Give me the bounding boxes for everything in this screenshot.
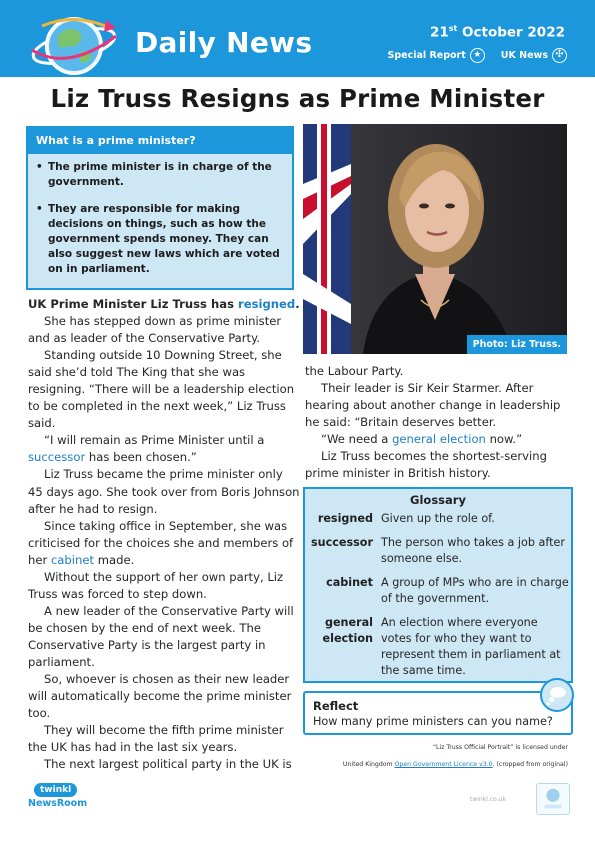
credit-text: United Kingdom (342, 761, 395, 768)
article-paragraph: Without the support of her own party, Liz Truss was forced to step down. (28, 569, 284, 601)
article-paragraph (28, 518, 300, 569)
info-bullet: • The prime minister is in charge of the government. (36, 160, 282, 190)
reflect-question: How many prime ministers can you name? (313, 715, 553, 728)
glossary-word-successor[interactable]: successor (28, 450, 86, 465)
credit-text: . (cropped from original) (492, 761, 568, 768)
globe-logo-icon (28, 6, 120, 82)
article-paragraph: Liz Truss became the prime minister only 45 days ago. She took over from Boris Johnson after he had to resign. (28, 467, 300, 516)
article-paragraph: The next largest political party in the UK is (44, 757, 292, 772)
glossary-definition: Given up the role of. (381, 512, 495, 525)
masthead-title: Daily News (135, 26, 313, 59)
glossary-title: Glossary (410, 493, 466, 507)
special-report-link[interactable]: Special Report (387, 50, 466, 61)
header-links (388, 48, 567, 63)
article-paragraph-continued: the Labour Party. (305, 364, 404, 378)
liz-truss-photo (303, 124, 567, 354)
glossary-item (305, 615, 571, 679)
glossary-definition: The person who takes a job after someone else. (381, 536, 565, 565)
info-box-list (28, 154, 292, 277)
paragraph-text: made. (94, 552, 135, 567)
paragraph-text: “We need a (321, 432, 393, 447)
paragraph-text: Since taking office in September, she was criticised for the choices she and members of her (28, 518, 294, 567)
glossary-term: cabinet (326, 576, 373, 589)
star-icon[interactable]: ★ (470, 48, 485, 63)
twinkl-newsroom-logo (26, 783, 86, 817)
article-column-right (305, 363, 569, 482)
paragraph-text: “I will remain as Prime Minister until a (44, 433, 265, 448)
footer-url[interactable]: twinkl.co.uk (470, 796, 506, 803)
glossary-box (303, 487, 573, 683)
article-paragraph (28, 432, 300, 466)
article-headline: Liz Truss Resigns as Prime Minister (50, 84, 545, 113)
issue-date (430, 24, 565, 41)
date-month-year: October 2022 (457, 24, 565, 41)
reflect-title: Reflect (313, 699, 359, 713)
glossary-term: general election (322, 616, 373, 645)
lead-paragraph (28, 296, 300, 313)
glossary-term: successor (311, 536, 373, 549)
glossary-word-general-election[interactable]: general election (392, 432, 486, 447)
info-box-title: What is a prime minister? (28, 128, 292, 154)
lead-text: UK Prime Minister Liz Truss has (28, 297, 239, 311)
article-paragraph: A new leader of the Conservative Party will be chosen by the end of next week. The Conservative Party is the largest party in parliament. (28, 603, 294, 669)
article-paragraph: They will become the fifth prime minister the UK has had in the last six years. (28, 723, 284, 755)
article-paragraph: So, whoever is chosen as their new leader will automatically become the prime minister too. (28, 672, 292, 721)
glossary-word-cabinet[interactable]: cabinet (50, 552, 95, 567)
glossary-item (305, 511, 571, 527)
article-paragraph: She has stepped down as prime minister and as leader of the Conservative Party. (28, 314, 282, 346)
photo-credit-line2 (343, 761, 568, 768)
masthead-banner (0, 0, 595, 77)
thought-bubble-icon (540, 678, 574, 712)
portrait-illustration (303, 124, 567, 354)
photo-caption: Photo: Liz Truss. (467, 335, 567, 354)
article-column-left (28, 296, 300, 773)
glossary-item (305, 575, 571, 607)
article-paragraph: Standing outside 10 Downing Street, she said she’d told The King that she was resigning. “There will be a leadership election to be completed in the next week,” Liz Truss said. (28, 348, 295, 431)
what-is-pm-box (26, 126, 294, 290)
paragraph-text: now.” (485, 432, 523, 447)
article-paragraph: Their leader is Sir Keir Starmer. After hearing about another change in leadership he said: “Britain deserves better. (305, 381, 561, 430)
glossary-term: resigned (317, 512, 373, 525)
reflect-box (303, 691, 573, 735)
info-bullet: • They are responsible for making decisions on things, such as how the government spends money. They can also suggest new laws which are voted on in parliament. (36, 202, 282, 277)
glossary-item (305, 535, 571, 567)
award-badge-icon (536, 783, 570, 815)
union-flag-icon[interactable]: ✣ (552, 48, 567, 63)
date-day: 21 (429, 24, 449, 41)
uk-news-link[interactable]: UK News (500, 50, 548, 61)
article-paragraph: Liz Truss becomes the shortest-serving prime minister in British history. (305, 449, 547, 481)
lead-end: . (295, 297, 300, 311)
article-paragraph (305, 431, 569, 448)
paragraph-text: has been chosen.” (85, 450, 197, 465)
licence-link[interactable]: Open Government Licence v3.0 (394, 761, 493, 768)
logo-wordmark-newsroom: NewsRoom (28, 798, 88, 809)
photo-credit-line1: “Liz Truss Official Portrait” is licensed under (432, 744, 568, 751)
glossary-definition: An election where everyone votes for who they want to represent them in parliament at the same time. (381, 616, 561, 677)
glossary-definition: A group of MPs who are in charge of the government. (381, 576, 569, 605)
date-suffix: st (448, 24, 458, 33)
logo-wordmark-twinkl: twinkl (34, 783, 77, 797)
glossary-word-resigned[interactable]: resigned (238, 297, 296, 311)
